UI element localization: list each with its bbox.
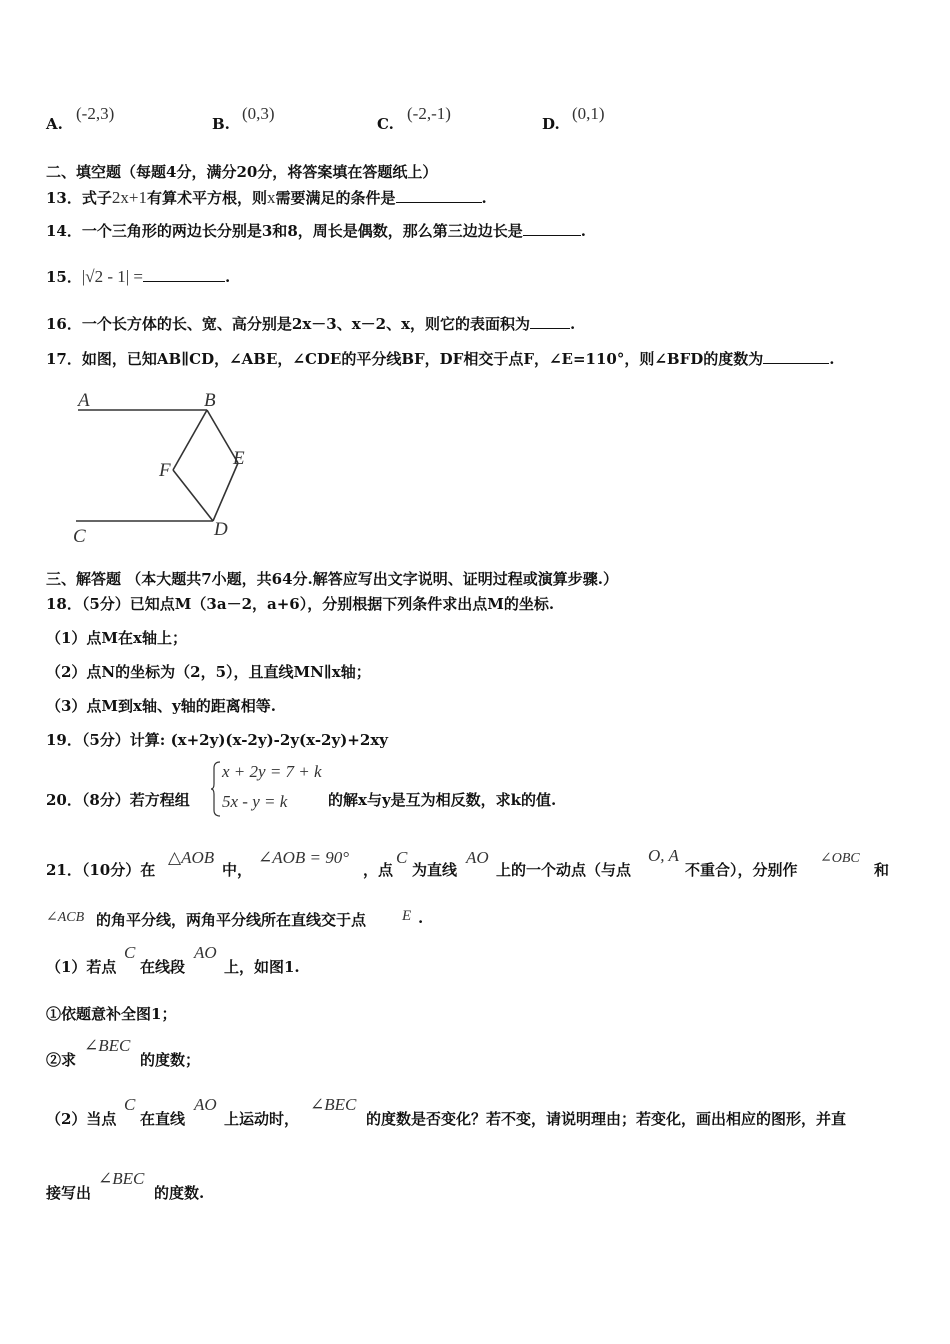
point-label-f: F	[159, 460, 171, 481]
line-ed	[213, 463, 238, 521]
q21-part2-text-5: 接写出	[46, 1184, 92, 1202]
q21-text-1: 21．（10分）在	[46, 861, 156, 879]
q21-step-2-math: ∠BEC	[84, 1036, 131, 1055]
q21-math-e: E	[402, 908, 412, 924]
q17-figure	[60, 385, 270, 550]
q21-part1-text-1: （1）若点	[46, 958, 117, 976]
q21-part1-math-c: C	[124, 943, 136, 962]
answer-blank-17	[763, 349, 829, 364]
question-14: 14．一个三角形的两边长分别是3和8，周长是偶数，那么第三边边长是 .	[46, 222, 586, 240]
q21-part2-text-3: 上运动时，	[224, 1110, 300, 1128]
q21-part2-text-6: 的度数.	[154, 1184, 205, 1202]
question-16: 16．一个长方体的长、宽、高分别是2x－3、x－2、x，则它的表面积为 .	[46, 315, 576, 333]
option-b-value: (0,3)	[242, 104, 275, 123]
q21-math-triangle: △AOB	[168, 848, 215, 867]
q21-math-ao: AO	[466, 848, 489, 867]
question-20-rest: 的解x与y是互为相反数，求k的值.	[328, 791, 557, 809]
answer-blank-13	[396, 188, 482, 203]
q21-math-angle: ∠AOB = 90°	[258, 848, 350, 867]
option-b-label: B.	[212, 115, 230, 133]
q21-part2-text-1: （2）当点	[46, 1110, 117, 1128]
q21-part2-math-bec-2: ∠BEC	[98, 1169, 145, 1188]
question-18-part2: （2）点N的坐标为（2，5），且直线MN∥x轴；	[46, 663, 371, 681]
q21-text-8: 的角平分线，两角平分线所在直线交于点	[96, 911, 367, 929]
point-label-e: E	[233, 448, 245, 469]
question-20-intro: 20．（8分）若方程组	[46, 791, 190, 809]
section2-header: 二、填空题（每题4分，满分20分，将答案填在答题纸上）	[46, 163, 438, 181]
option-d-value: (0,1)	[572, 104, 605, 123]
option-c-label: C.	[377, 115, 394, 133]
q21-part2-text-2: 在直线	[140, 1110, 186, 1128]
q21-part2-math-c: C	[124, 1095, 136, 1114]
q21-math-obc: ∠OBC	[820, 851, 860, 866]
q21-step-1: ①依题意补全图1；	[46, 1005, 177, 1023]
question-18: 18．（5分）已知点M（3a－2，a+6），分别根据下列条件求出点M的坐标.	[46, 595, 555, 613]
q21-text-9: .	[418, 909, 424, 927]
q21-part1-text-3: 上，如图1.	[224, 958, 300, 976]
line-bf	[173, 410, 207, 470]
line-fd	[173, 470, 213, 521]
answer-blank-14	[523, 221, 581, 236]
q21-part1-text-2: 在线段	[140, 958, 186, 976]
equation-1: x + 2y = 7 + k	[222, 762, 322, 781]
section3-header: 三、解答题 （本大题共7小题，共64分.解答应写出文字说明、证明过程或演算步骤.）	[46, 570, 618, 588]
question-17: 17．如图，已知AB∥CD，∠ABE，∠CDE的平分线BF，DF相交于点F，∠E=110°，则∠BFD的度数为 .	[46, 350, 835, 368]
q15-expression: |√2 - 1| =	[81, 267, 144, 286]
question-19: 19．（5分）计算: (x+2y)(x-2y)-2y(x-2y)+2xy	[46, 731, 388, 749]
q21-text-6: 不重合），分别作	[685, 861, 798, 879]
option-d-label: D.	[542, 115, 560, 133]
point-label-c: C	[73, 526, 86, 547]
q21-text-2: 中，	[222, 861, 253, 879]
answer-blank-16	[530, 314, 570, 329]
q21-math-c: C	[396, 848, 408, 867]
equation-brace-icon	[210, 760, 222, 818]
point-label-a: A	[78, 390, 90, 411]
option-a-label: A.	[46, 115, 63, 133]
q21-math-oa: O, A	[648, 846, 679, 865]
question-18-part3: （3）点M到x轴、y轴的距离相等.	[46, 697, 276, 715]
q21-text-4: 为直线	[412, 861, 458, 879]
option-a-value: (-2,3)	[76, 104, 115, 123]
q21-text-3: ，点	[363, 861, 394, 879]
question-13: 13．式子2x+1有算术平方根，则x需要满足的条件是 .	[46, 188, 487, 207]
q21-part1-math-ao: AO	[194, 943, 217, 962]
q21-math-acb: ∠ACB	[46, 910, 85, 925]
q21-step-2-text-1: ②求	[46, 1051, 77, 1069]
question-15: 15．|√2 - 1| = .	[46, 267, 231, 286]
q21-part2-text-4: 的度数是否变化？若不变，请说明理由；若变化，画出相应的图形，并直	[366, 1110, 847, 1128]
point-label-b: B	[204, 390, 216, 411]
answer-blank-15	[143, 267, 225, 282]
q21-part2-math-bec: ∠BEC	[310, 1095, 357, 1114]
point-label-d: D	[214, 519, 228, 540]
q21-part2-math-ao: AO	[194, 1095, 217, 1114]
q21-text-5: 上的一个动点（与点	[496, 861, 632, 879]
q21-step-2-text-2: 的度数；	[140, 1051, 201, 1069]
option-c-value: (-2,-1)	[407, 104, 451, 123]
q21-text-7: 和	[874, 861, 890, 879]
question-18-part1: （1）点M在x轴上；	[46, 629, 187, 647]
equation-2: 5x - y = k	[222, 792, 288, 811]
